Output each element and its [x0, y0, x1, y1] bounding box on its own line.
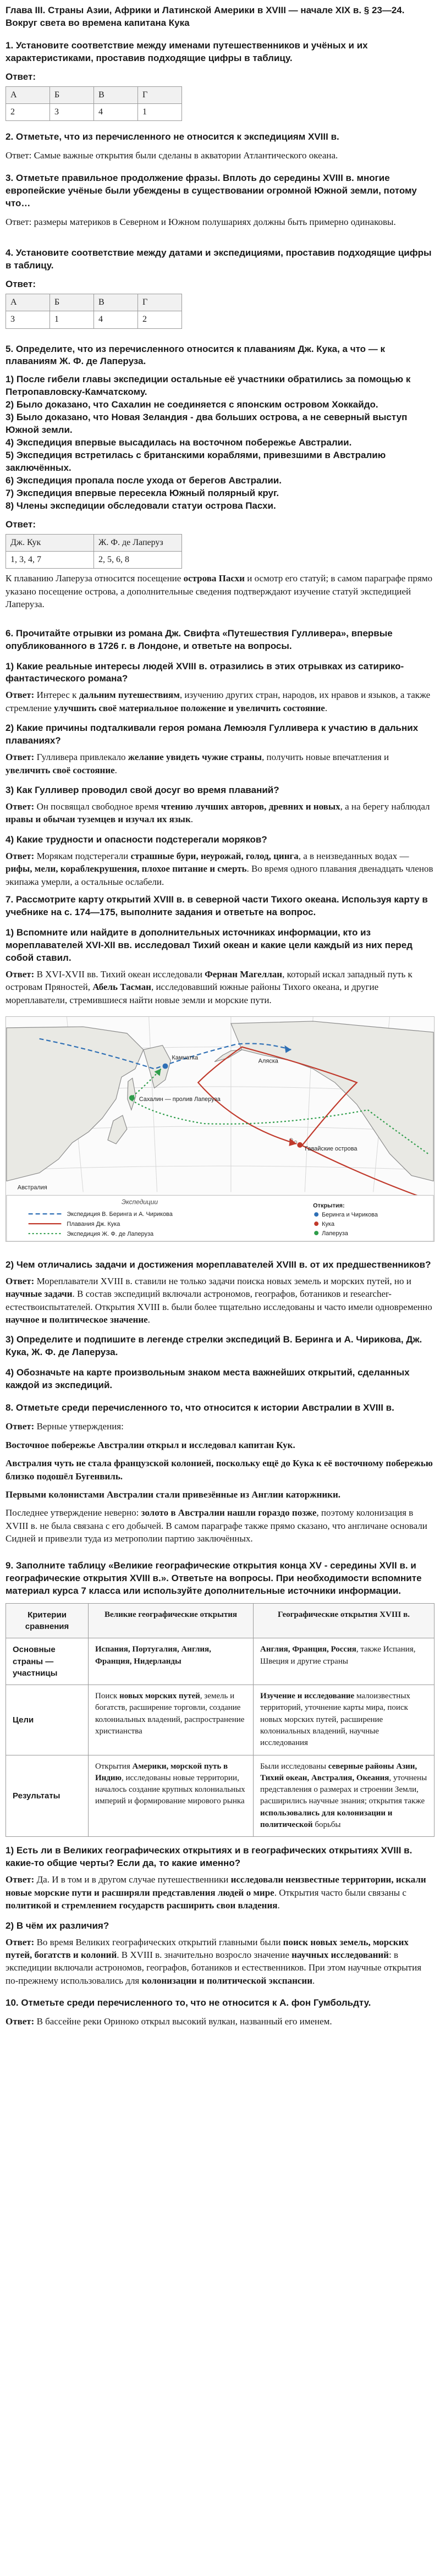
table-cell: 2, 5, 6, 8 [94, 552, 182, 569]
answer-text: . [190, 814, 193, 825]
answer-text: . Во время одного плавания двенадцать членов экипажа умерли, а остальные ослабели. [6, 863, 433, 887]
list-item: 2) Было доказано, что Сахалин не соединяется с японским островом Хоккайдо. [6, 399, 378, 410]
q6-sub-3: 3) Как Гулливер проводил свой досуг во время плаваний? [6, 785, 279, 796]
answer-label: Ответ: [6, 150, 32, 161]
table-row [6, 552, 182, 569]
map-label-australia: Австралия [17, 1184, 47, 1191]
table-row [6, 535, 182, 552]
answer-bold: Австралия чуть не стала французской колонией, поскольку ещё до Кука к её восточному побережью близко подошёл Бугенвиль. [6, 1458, 433, 1482]
answer-text: Интерес к [34, 690, 79, 701]
answer-text: Верные утверждения: [34, 1421, 124, 1432]
answer-bold: нравы и обычаи туземцев и изучал их язык [6, 814, 191, 825]
note-bold: острова Пасхи [183, 573, 245, 584]
table-header-cell: А [6, 294, 50, 311]
answer-table-q1 [6, 86, 182, 121]
table-cell: 4 [94, 311, 138, 328]
legend-dot-bering [314, 1213, 318, 1217]
table-cell [254, 1638, 435, 1685]
answer-text: Последнее утверждение неверно: [6, 1507, 141, 1518]
cell-text: Были исследованы [260, 1762, 328, 1771]
legend-dot-cook [314, 1221, 318, 1226]
table-cell: 4 [94, 104, 138, 121]
answer-table-q5 [6, 534, 182, 569]
q7-sub-4: 4) Обозначьте на карте произвольным знаком места важнейших открытий, сделанных каждой из экспедиций. [6, 1367, 410, 1391]
cell-bold: северные районы Азии, Тихий океан, Австралия, Океания [260, 1762, 417, 1782]
q10-answer [6, 2015, 435, 2028]
table-cell [254, 1755, 435, 1837]
answer-label: Ответ: [6, 752, 35, 763]
note-text: и осмотр его статуй; в самом параграфе прямо указано посещение острова, а дополнительные сведения подтверждают изучение статуй экспедицией Лаперуза. [6, 573, 433, 610]
question-1: 1. Установите соответствие между именами путешественников и учёных и их характеристиками, проставив подходящие цифры в таблицу. [6, 40, 368, 63]
q8-answer-intro [6, 1420, 435, 1433]
answer-label: Ответ: [6, 278, 36, 289]
q6-answer-4 [6, 850, 435, 888]
answer-text: . [277, 1900, 280, 1911]
answer-text: Он посвящал свободное время [34, 801, 161, 812]
legend-label-laperouse: Экспедиция Ж. Ф. де Лаперуза [67, 1231, 154, 1238]
table-header-cell: Г [138, 294, 182, 311]
answer-text: : в экспедиции включали астрономов, географов, ботаников и естественников. При этом научные открытия по-прежнему использовались для [6, 1949, 422, 1986]
table-row [6, 1685, 435, 1755]
q6-answer-1 [6, 689, 435, 714]
q7-answer-2 [6, 1275, 435, 1326]
answer-text: , поэтому колонизация в XVIII в. не была связана с его добычей. В самом параграфе также прямо сказано, что англичане основали Сидней и привезли туда из метрополии партию заключённых. [6, 1507, 427, 1544]
q8-statement-2 [6, 1457, 435, 1483]
answer-bold: желание увидеть чужие страны [128, 752, 262, 763]
legend-discovery-laperouse: Лаперуза [322, 1230, 348, 1237]
answer-label: Ответ: [6, 690, 35, 701]
cell-text: Открытия [95, 1762, 133, 1771]
legend-discoveries-title: Открытия: [313, 1202, 345, 1209]
answer-text: , исследовавший южные районы Тихого океана, и другие мореплаватели, стремившиеся найти новые земли и морские пути. [6, 982, 379, 1005]
answer-label: Ответ: [6, 968, 35, 979]
cell-text: , также Испания, Швеция и другие страны [260, 1645, 416, 1666]
cell-text: , земель и богатств, расширение торговли, создание колониальных владений, распространение христианства [95, 1692, 245, 1736]
cell-text: борьбы [312, 1820, 341, 1830]
answer-bold: Первыми колонистами Австралии стали привезённые из Англии каторжники. [6, 1489, 341, 1500]
answer-bold: научных исследований [292, 1949, 389, 1960]
map-label-sakhalin: Сахалин — пролив Лаперуза [139, 1096, 221, 1103]
map-label-hawaii: Гавайские острова [305, 1146, 358, 1153]
q8-statement-4 [6, 1506, 435, 1545]
table-cell: 3 [50, 104, 94, 121]
q7-sub-3: 3) Определите и подпишите в легенде стрелки экспедиций В. Беринга и А. Чирикова, Дж. Кука, Ж. Ф. де Лаперуза. [6, 1334, 422, 1358]
list-item: 1) После гибели главы экспедиции остальные её участники обратились за помощью к Петропавловску-Камчатскому. [6, 374, 411, 398]
table-cell: 1, 3, 4, 7 [6, 552, 94, 569]
answer-label: Ответ: [6, 2016, 35, 2027]
answer-bold: Восточное побережье Австралии открыл и исследовал капитан Кук. [6, 1439, 295, 1450]
q7-sub-2: 2) Чем отличались задачи и достижения мореплавателей XVIII в. от их предшественников? [6, 1259, 431, 1270]
cell-text: , исследованы новые территории, началось создание крупных колониальных империй и формирование мирового рынка [95, 1773, 245, 1806]
pacific-discoveries-map [6, 1016, 435, 1242]
cell-bold: Испания, Португалия, Англия, Франция, Нидерланды [95, 1645, 211, 1666]
table-row [6, 311, 182, 328]
list-item: 7) Экспедиция впервые пересекла Южный полярный круг. [6, 487, 279, 498]
answer-label: Ответ: [6, 1421, 35, 1432]
answer-bold: политикой и стремлением государств расширить свои владения [6, 1900, 278, 1911]
q6-sub-4: 4) Какие трудности и опасности подстерегали моряков? [6, 834, 267, 845]
legend-label-bering: Экспедиция В. Беринга и А. Чирикова [67, 1211, 173, 1218]
answer-bold: чтению лучших авторов, древних и новых [161, 801, 340, 812]
answer-table-q4 [6, 294, 182, 328]
question-2: 2. Отметьте, что из перечисленного не относится к экспедициям XVIII в. [6, 131, 339, 142]
answer-text: . [114, 764, 117, 775]
table-header-cell: Дж. Кук [6, 535, 94, 552]
answer-bold: колонизации и политической экспансии [141, 1975, 313, 1986]
map-label-kamchatka: Камчатка [172, 1054, 199, 1061]
answer-text: размеры материков в Северном и Южном полушариях должны быть примерно одинаковы. [34, 216, 396, 227]
table-row [6, 1603, 435, 1638]
list-item: 6) Экспедиция пропала после ухода от берегов Австралии. [6, 475, 282, 486]
answer-text: , получить новые впечатления и [262, 752, 389, 763]
list-item: 4) Экспедиция впервые высадилась на восточном побережье Австралии. [6, 437, 352, 448]
legend-dot-laperouse [314, 1231, 318, 1235]
table-cell: Результаты [6, 1755, 89, 1837]
question-5: 5. Определите, что из перечисленного относится к плаваниям Дж. Кука, а что — к плаваниям Ж. Ф. де Лаперуза. [6, 343, 386, 367]
answer-bold: страшные бури, неурожай, голод, цинга [130, 850, 299, 861]
list-item: 5) Экспедиция встретилась с британскими кораблями, привезшими в Австралию заключённых. [6, 450, 386, 473]
table-header-cell: Б [50, 294, 94, 311]
q6-answer-3 [6, 800, 435, 826]
table-cell: 1 [138, 104, 182, 121]
table-header-cell: Великие географические открытия [89, 1603, 254, 1638]
table-header-cell: Географические открытия XVIII в. [254, 1603, 435, 1638]
answer-bold: Фернан Магеллан [205, 968, 283, 979]
legend-discovery-cook: Кука [322, 1221, 335, 1228]
answer-text: , а на берегу наблюдал [340, 801, 430, 812]
cell-text: малоизвестных территорий, уточнение карты мира, поиск новых морских путей, расширение колониальных владений, научные исследования [260, 1692, 410, 1748]
comparison-table [6, 1603, 435, 1837]
answer-q3 [6, 216, 435, 228]
q7-answer-1 [6, 968, 435, 1006]
answer-label: Ответ: [6, 71, 36, 82]
answer-text: Гулливера привлекало [34, 752, 128, 763]
table-header-cell: А [6, 87, 50, 104]
table-cell: 2 [138, 311, 182, 328]
answer-text: В бассейне реки Ориноко открыл высокий вулкан, названный его именем. [34, 2016, 332, 2027]
answer-text: . В XVIII в. значительно возросло значение [117, 1949, 292, 1960]
table-cell: Цели [6, 1685, 89, 1755]
answer-text: . В состав экспедиций включали астрономов, географов, ботаников и researcher-естествоиспытателей. Открытия XVIII в. были более тщательно исследованы и часто имели одновременно [6, 1289, 432, 1312]
table-row [6, 1755, 435, 1837]
answer-bold: Абель Тасман [92, 982, 151, 993]
cell-bold: Англия, Франция, Россия [260, 1645, 356, 1654]
question-9: 9. Заполните таблицу «Великие географические открытия конца XV - середины XVII в. и географические открытия XVIII в.». Ответьте на вопросы. При необходимости вспомните материал курса 7 класса или используйте дополнительные источники информации. [6, 1560, 422, 1596]
legend-label-cook: Плавания Дж. Кука [67, 1221, 120, 1228]
list-item: 3) Было доказано, что Новая Зеландия - два больших острова, а не северный выступ Южной земли. [6, 412, 408, 436]
cell-bold: использовались для колонизации и политической [260, 1808, 393, 1830]
map-caption: Экспедиции [121, 1198, 158, 1206]
answer-label: Ответ: [6, 519, 36, 530]
answer-bold: дальним путешествиям [79, 690, 180, 701]
table-header-cell: В [94, 294, 138, 311]
question-3: 3. Отметьте правильное продолжение фразы. Вплоть до середины XVIII в. многие европейские учёные были убеждены в существовании огромной Южной земли, потому что… [6, 172, 417, 208]
cell-bold: новых морских путей [119, 1692, 200, 1701]
table-cell: 2 [6, 104, 50, 121]
answer-text: Да. И в том и в другом случае путешественники [34, 1874, 231, 1885]
table-cell: 1 [50, 311, 94, 328]
table-row [6, 104, 182, 121]
answer-bold: поиск новых земель, морских путей, богатств и колоний [6, 1936, 409, 1960]
table-row [6, 1638, 435, 1685]
q6-answer-2 [6, 751, 435, 777]
q6-sub-2: 2) Какие причины подталкивали героя романа Лемюэля Гулливера к участию в дальних плаваниях? [6, 723, 419, 746]
table-header-cell: Б [50, 87, 94, 104]
answer-text: Самые важные открытия были сделаны в акватории Атлантического океана. [34, 150, 338, 161]
list-item: 8) Члены экспедиции обследовали статуи острова Пасхи. [6, 500, 276, 511]
question-7: 7. Рассмотрите карту открытий XVIII в. в северной части Тихого океана. Используя карту в учебнике на с. 174—175, выполните задания и ответьте на вопрос. [6, 894, 428, 918]
answer-label: Ответ: [6, 216, 32, 227]
discovery-marker-laperouse [129, 1096, 135, 1101]
table-header-cell: Ж. Ф. де Лаперуз [94, 535, 182, 552]
q5-note [6, 572, 435, 610]
table-cell: 3 [6, 311, 50, 328]
table-cell [89, 1685, 254, 1755]
answer-bold: научное и политическое значение [6, 1314, 148, 1325]
q8-statement-1 [6, 1439, 435, 1451]
table-row [6, 87, 182, 104]
answer-label: Ответ: [6, 1874, 35, 1885]
answer-bold: научные задачи [6, 1289, 73, 1300]
note-text: К плаванию Лаперуза относится посещение [6, 573, 184, 584]
answer-text: , который искал западный путь к островам Пряностей, [6, 968, 413, 993]
table-header-cell: В [94, 87, 138, 104]
legend-discovery-bering: Беринга и Чирикова [322, 1212, 378, 1219]
answer-text: , изучению других стран, народов, их нравов и языков, а также стремление [6, 690, 431, 713]
table-header-cell: Г [138, 87, 182, 104]
q5-item-list [6, 373, 435, 512]
q7-sub-1: 1) Вспомните или найдите в дополнительных источниках информации, кто из мореплавателей XVI-XII вв. исследовал Тихий океан и какие цели каждый из них перед собой ставил. [6, 927, 413, 963]
cell-text: , уточнены представления о размерах и строении Земли, расширились научные знания; открытия также [260, 1773, 427, 1806]
answer-text: , а в неизведанных водах — [298, 850, 409, 861]
answer-text: Мореплаватели XVIII в. ставили не только задачи поиска новых земель и морских путей, но и [34, 1275, 411, 1286]
answer-text: . [324, 702, 328, 713]
question-6: 6. Прочитайте отрывки из романа Дж. Свифта «Путешествия Гулливера», впервые опубликованного в 1726 г. в Лондоне, и ответьте на вопросы. [6, 628, 393, 651]
q9-answer-2 [6, 1936, 435, 1988]
answer-text: . Открытия часто были связаны с [274, 1887, 406, 1898]
discovery-marker-bering [163, 1064, 168, 1069]
answer-label: Ответ: [6, 1936, 35, 1947]
q9-sub-1: 1) Есть ли в Великих географических открытиях и в географических открытиях XVIII в. какие-то общие черты? Если да, то какие именно? [6, 1845, 413, 1869]
table-cell: Основные страны — участницы [6, 1638, 89, 1685]
table-row [6, 294, 182, 311]
table-cell [254, 1685, 435, 1755]
answer-label: Ответ: [6, 850, 35, 861]
answer-bold: увеличить своё состояние [6, 764, 115, 775]
table-header-cell: Критерии сравнения [6, 1603, 89, 1638]
map-label-alaska: Аляска [258, 1058, 278, 1065]
answer-text: Во время Великих географических открытий главными были [34, 1936, 283, 1947]
answer-label: Ответ: [6, 1275, 35, 1286]
q6-sub-1: 1) Какие реальные интересы людей XVIII в. отразились в этих отрывках из сатирико-фантастического романа? [6, 660, 404, 684]
question-4: 4. Установите соответствие между датами и экспедициями, проставив подходящие цифры в таблицу. [6, 247, 432, 271]
table-cell [89, 1638, 254, 1685]
cell-bold: Америки, морской путь в Индию [95, 1762, 228, 1782]
answer-text: В XVI-XVII вв. Тихий океан исследовали [34, 968, 205, 979]
answer-bold: исследовали неизвестные территории, искали новые морские пути и расширяли представления людей о мире [6, 1874, 426, 1898]
answer-text: . [147, 1314, 150, 1325]
answer-label: Ответ: [6, 801, 35, 812]
q8-statement-3 [6, 1488, 435, 1501]
answer-bold: улучшить своё материальное положение и увеличить состояние [54, 702, 325, 713]
answer-bold: рифы, мели, кораблекрушения, плохое питание и смерть [6, 863, 247, 874]
answer-q2 [6, 149, 435, 162]
question-8: 8. Отметьте среди перечисленного то, что относится к истории Австралии в XVIII в. [6, 1402, 394, 1413]
question-10: 10. Отметьте среди перечисленного то, что не относится к А. фон Гумбольдту. [6, 1997, 371, 2008]
answer-text: . [312, 1975, 315, 1986]
q9-sub-2: 2) В чём их различия? [6, 1920, 109, 1931]
cell-bold: Изучение и исследование [260, 1692, 355, 1701]
answer-bold: золото в Австралии нашли гораздо позже [141, 1507, 317, 1518]
q9-answer-1 [6, 1873, 435, 1912]
answer-text: Морякам подстерегали [34, 850, 131, 861]
discovery-marker-cook [297, 1142, 302, 1148]
cell-text: Поиск [95, 1692, 120, 1701]
table-cell [89, 1755, 254, 1837]
chapter-header: Глава III. Страны Азии, Африки и Латинской Америки в XVIII — начале XIX в. § 23—24. Вокруг света во времена капитана Кука [6, 5, 405, 28]
